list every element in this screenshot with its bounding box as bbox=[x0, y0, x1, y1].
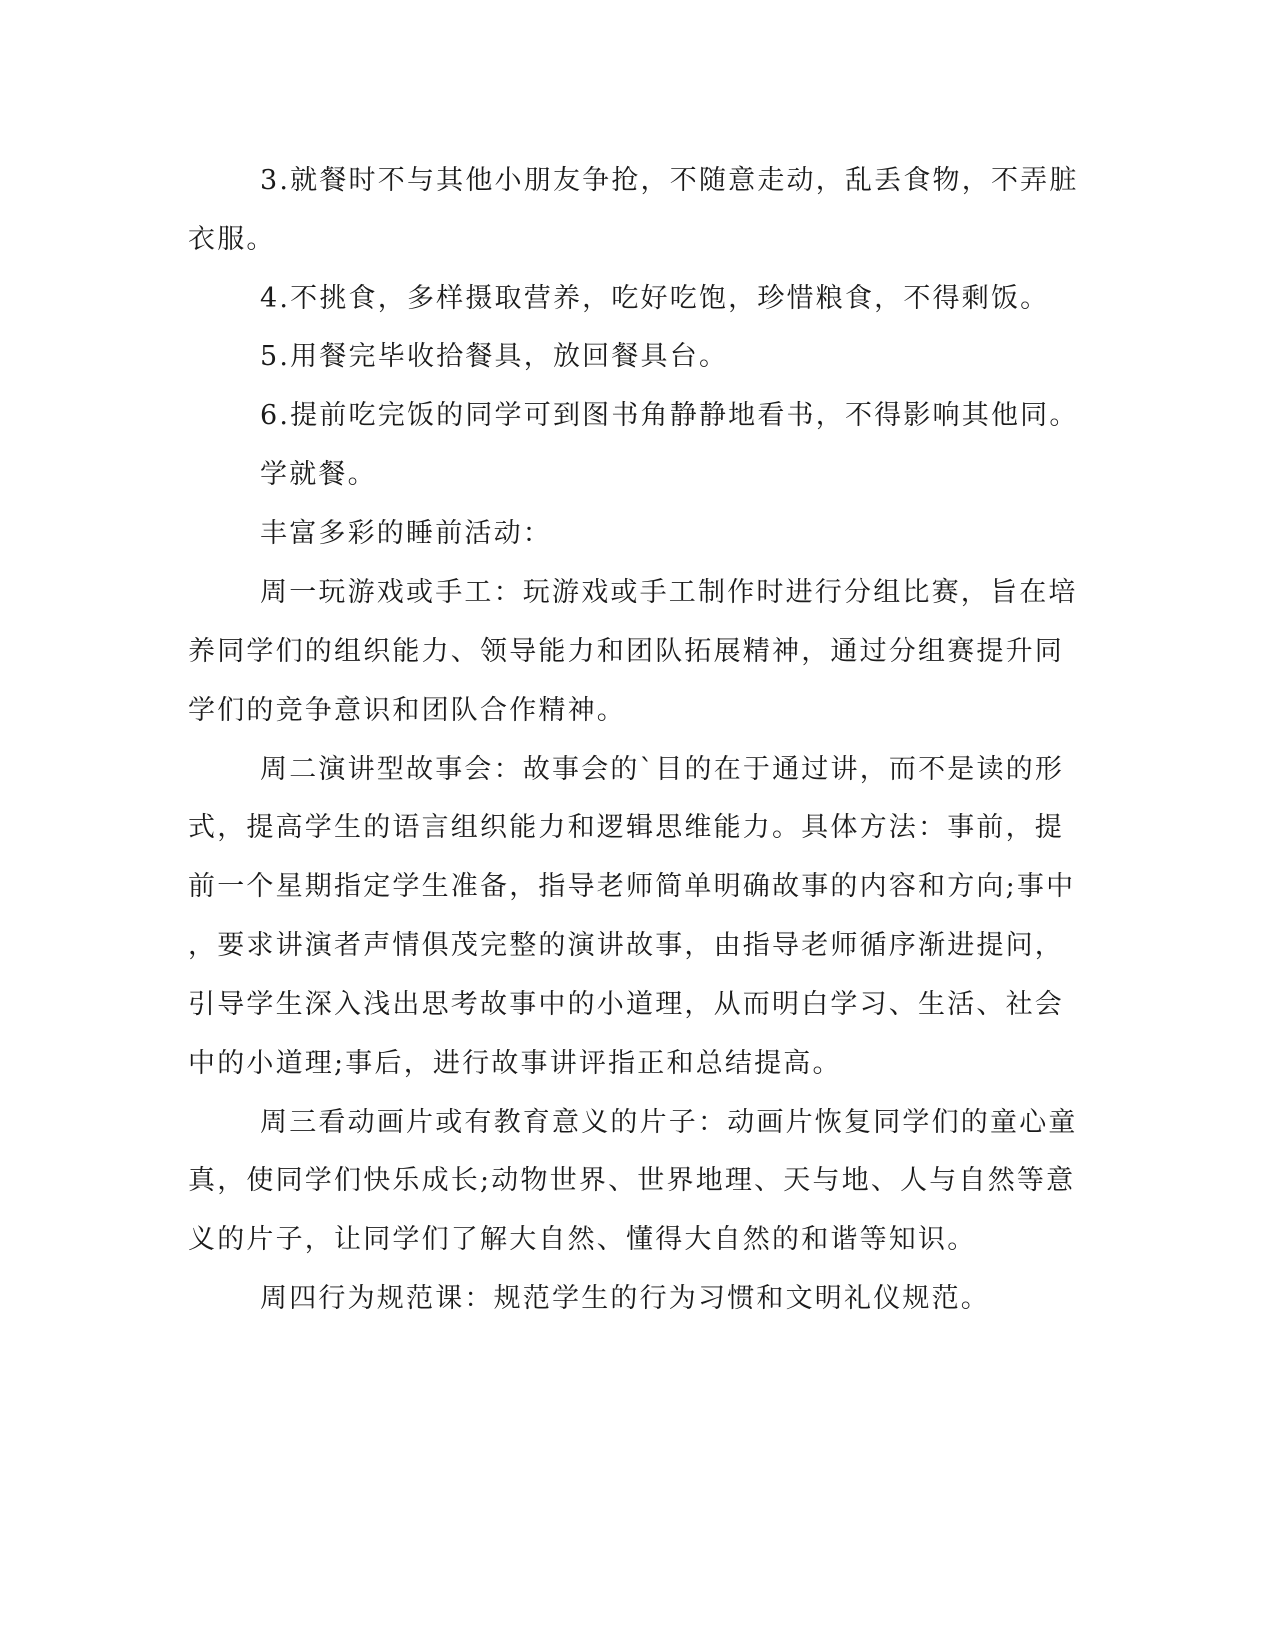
text-line: 周一玩游戏或手工：玩游戏或手工制作时进行分组比赛，旨在培 bbox=[260, 577, 1078, 608]
text-line: 衣服。 bbox=[188, 224, 276, 255]
text-line: 引导学生深入浅出思考故事中的小道理，从而明白学习、生活、社会 bbox=[188, 989, 1064, 1020]
text-line: 中的小道理;事后，进行故事讲评指正和总结提高。 bbox=[188, 1048, 842, 1079]
text-line: 周三看动画片或有教育意义的片子：动画片恢复同学们的童心童 bbox=[260, 1107, 1078, 1138]
text-line: 5.用餐完毕收拾餐具，放回餐具台。 bbox=[260, 341, 729, 372]
text-line: 前一个星期指定学生准备，指导老师简单明确故事的内容和方向;事中 bbox=[188, 871, 1076, 902]
text-line: 周四行为规范课：规范学生的行为习惯和文明礼仪规范。 bbox=[260, 1283, 990, 1314]
text-line: ，要求讲演者声情俱茂完整的演讲故事，由指导老师循序渐进提问， bbox=[188, 930, 1064, 961]
text-line: 周二演讲型故事会：故事会的`目的在于通过讲，而不是读的形 bbox=[260, 754, 1065, 785]
text-line: 式，提高学生的语言组织能力和逻辑思维能力。具体方法：事前，提 bbox=[188, 812, 1064, 843]
text-line: 6.提前吃完饭的同学可到图书角静静地看书，不得影响其他同。 bbox=[260, 400, 1079, 431]
text-line: 真，使同学们快乐成长;动物世界、世界地理、天与地、人与自然等意 bbox=[188, 1165, 1076, 1196]
section-heading: 丰富多彩的睡前活动： bbox=[260, 518, 552, 549]
text-line: 养同学们的组织能力、领导能力和团队拓展精神，通过分组赛提升同 bbox=[188, 636, 1064, 667]
text-line: 4.不挑食，多样摄取营养，吃好吃饱，珍惜粮食，不得剩饭。 bbox=[260, 283, 1050, 314]
text-line: 3.就餐时不与其他小朋友争抢，不随意走动，乱丢食物，不弄脏 bbox=[260, 165, 1079, 196]
text-line: 学就餐。 bbox=[260, 459, 377, 490]
text-line: 学们的竞争意识和团队合作精神。 bbox=[188, 695, 626, 726]
text-line: 义的片子，让同学们了解大自然、懂得大自然的和谐等知识。 bbox=[188, 1224, 977, 1255]
